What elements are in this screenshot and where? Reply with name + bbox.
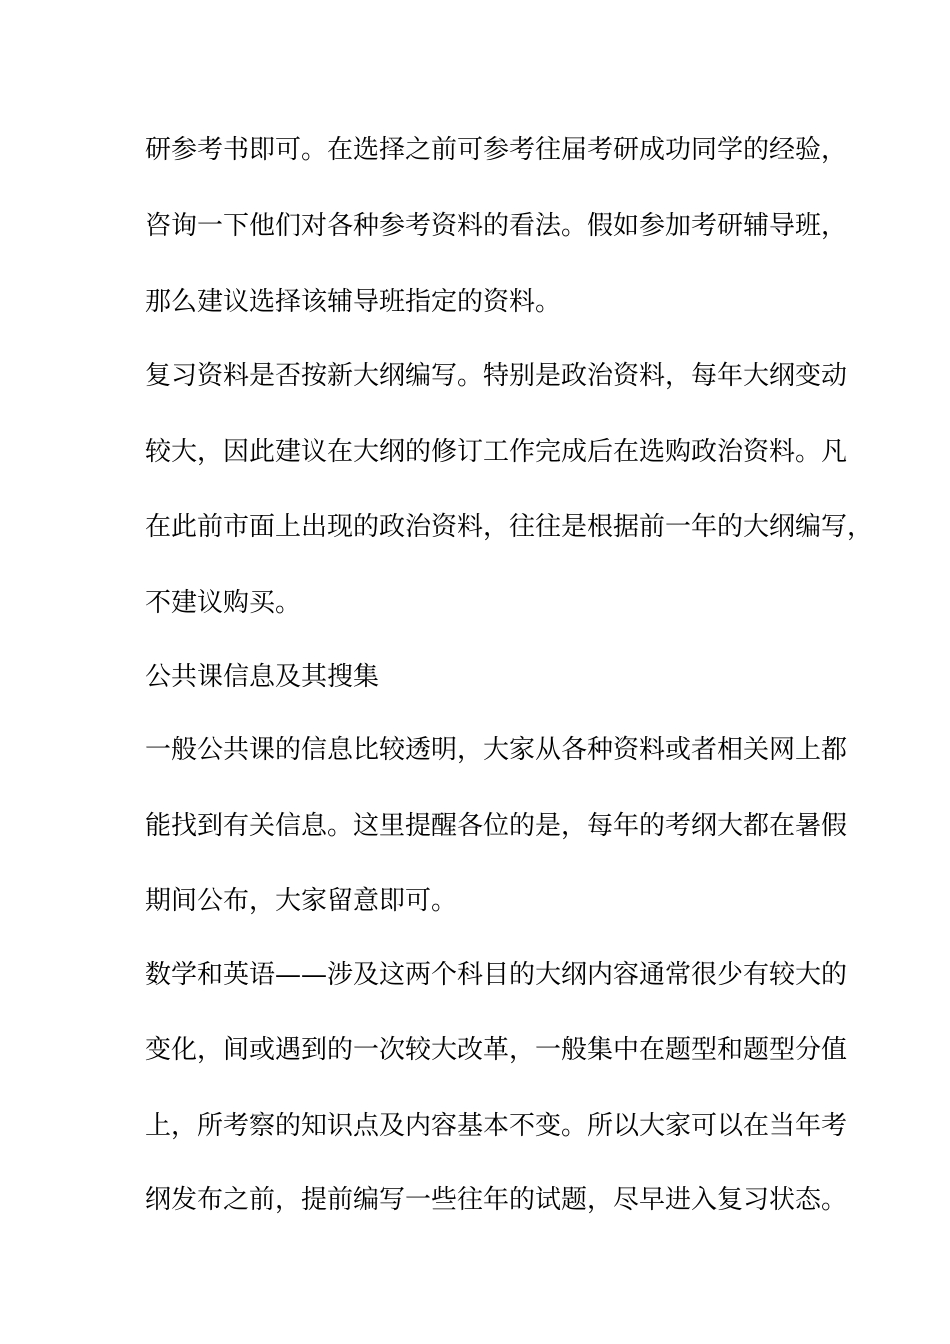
text-line: 上，所考察的知识点及内容基本不变。所以大家可以在当年考	[145, 1111, 848, 1141]
text-line: 那么建议选择该辅导班指定的资料。	[145, 287, 562, 317]
text-line: 不建议购买。	[145, 588, 302, 618]
text-line: 研参考书即可。在选择之前可参考往届考研成功同学的经验，	[145, 135, 848, 165]
text-line: 咨询一下他们对各种参考资料的看法。假如参加考研辅导班，	[145, 211, 848, 241]
text-line: 期间公布，大家留意即可。	[145, 886, 458, 916]
text-line: 较大，因此建议在大纲的修订工作完成后在选购政治资料。凡	[145, 437, 848, 467]
text-line: 在此前市面上出现的政治资料，往往是根据前一年的大纲编写，	[145, 512, 874, 542]
text-line: 数学和英语——涉及这两个科目的大纲内容通常很少有较大的	[145, 960, 848, 990]
text-line: 复习资料是否按新大纲编写。特别是政治资料，每年大纲变动	[145, 361, 848, 391]
text-line: 纲发布之前，提前编写一些往年的试题，尽早进入复习状态。	[145, 1185, 848, 1215]
text-line: 一般公共课的信息比较透明，大家从各种资料或者相关网上都	[145, 735, 848, 765]
text-line: 能找到有关信息。这里提醒各位的是，每年的考纲大都在暑假	[145, 811, 848, 841]
text-line: 变化，间或遇到的一次较大改革，一般集中在题型和题型分值	[145, 1035, 848, 1065]
section-heading: 公共课信息及其搜集	[145, 662, 380, 692]
